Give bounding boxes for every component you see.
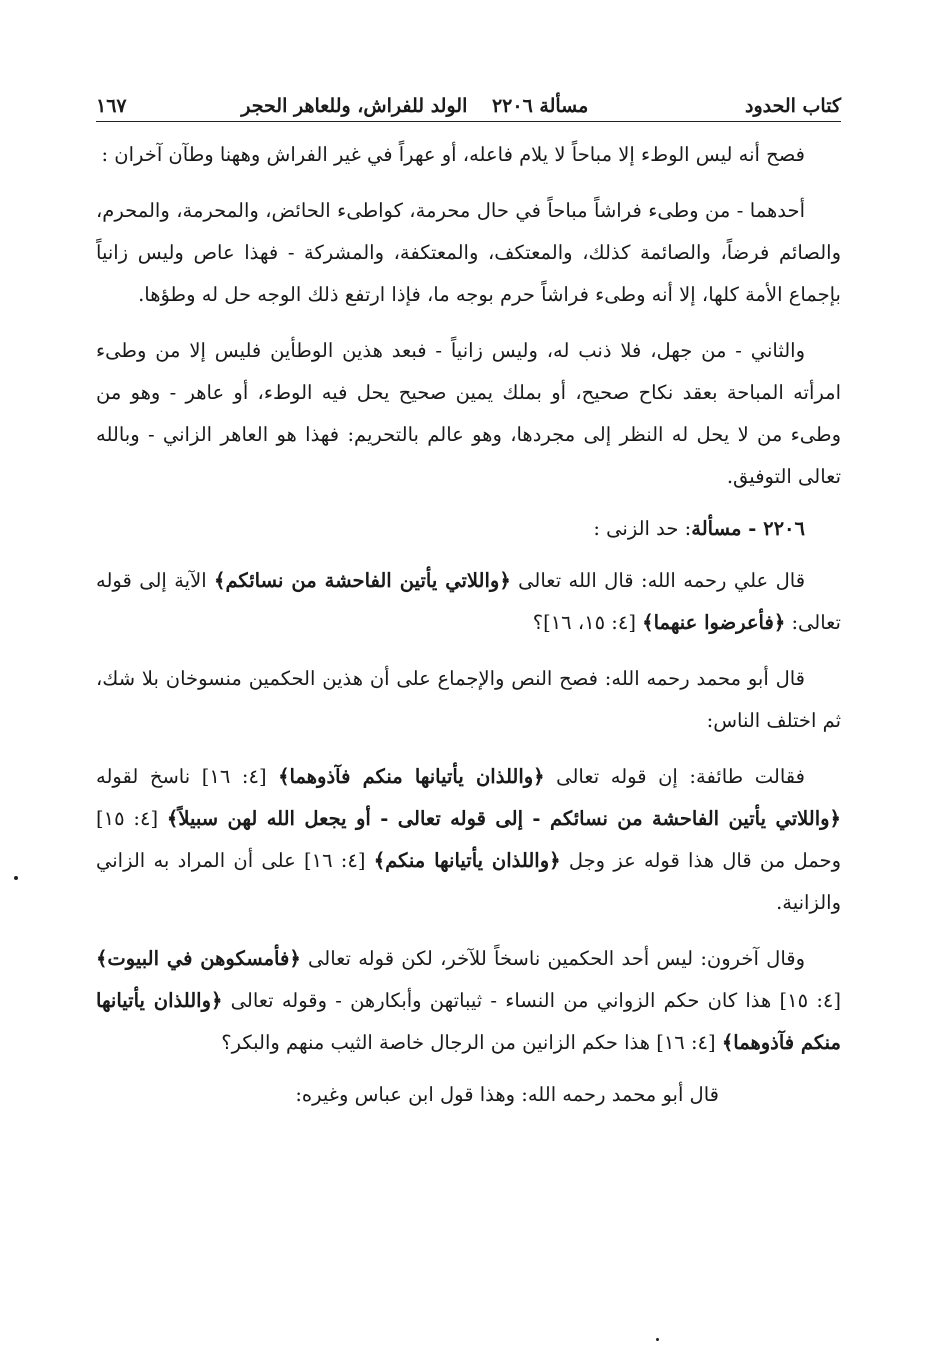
paragraph-2: أحدهما - من وطىء فراشاً مباحاً في حال محرمة، كواطىء الحائض، والمحرمة، والمحرم، والصائم فرضاً، والصائمة كذلك، والمعتكف، والمعتكفة، والمشركة - فهذا عاص وليس زانياً بإجماع الأمة كلها، إلا أنه وطىء فراشاً حرم بوجه ما، فإذا ارتفع ذلك الوجه حل له وطؤها. — [96, 199, 841, 306]
p4-text-a: قال علي رحمه الله: قال الله تعالى — [510, 569, 806, 592]
verse-reference: [٤: ١٥، ١٦]؟ — [532, 611, 643, 634]
p6-text-c: [٤: ١٦] ناسخ لقوله — [96, 765, 279, 788]
p7-text-a: وقال آخرون: ليس أحد الحكمين ناسخاً للآخر، لكن قوله تعالى — [300, 947, 806, 970]
paragraph-3: والثاني - من جهل، فلا ذنب له، وليس زانياً - فبعد هذين الوطأين فليس إلا من وطىء امرأته المباحة بعقد نكاح صحيح، أو بملك يمين صحيح يحل فيه الوطء، أو عاهر - وهو من وطىء من لا يحل له النظر إلى مجردها، وهو عالم بالتحريم: فهذا هو العاهر الزاني - وبالله تعالى التوفيق. — [96, 339, 841, 488]
quran-quote: ﴿واللاتي يأتين الفاحشة من نسائكم - إلى قوله تعالى - أو يجعل الله لهن سبيلاً﴾ — [166, 807, 841, 830]
scan-speck — [656, 1338, 659, 1341]
page-body — [96, 134, 841, 1116]
p6-text-a: فقالت طائفة: إن قوله تعالى — [544, 765, 805, 788]
issue-title: الولد للفراش، وللعاهر الحجر — [241, 95, 468, 117]
book-page — [96, 78, 841, 1348]
running-header — [96, 78, 841, 122]
book-title: كتاب الحدود — [744, 95, 841, 117]
p6-text-e: [٤: ١٥] وحمل من قال هذا قوله عز وجل — [96, 807, 841, 872]
p6-text-g: [٤: ١٦] على أن المراد به الزاني والزانية. — [96, 849, 841, 914]
page-number: ١٦٧ — [96, 95, 127, 117]
issue-number: مسألة ٢٢٠٦ — [491, 95, 589, 117]
paragraph-7 — [96, 938, 841, 1064]
quran-quote: ﴿واللذان يأتيانها منكم﴾ — [373, 849, 561, 872]
p4-text-c: الآية إلى قوله تعالى: — [96, 569, 841, 634]
quran-quote: ﴿واللذان يأتيانها منكم فآذوهما﴾ — [278, 765, 545, 788]
p7-text-c: [٤: ١٥] هذا كان حكم الزواني من النساء - ثيباتهن وأبكارهن - وقوله تعالى — [222, 989, 841, 1012]
paragraph-6 — [96, 756, 841, 924]
paragraph-1: فصح أنه ليس الوطء إلا مباحاً لا يلام فاعله، أو عهراً في غير الفراش وههنا وطآن آخران : — [101, 143, 805, 166]
p7-text-e: [٤: ١٦] هذا حكم الزانين من الرجال خاصة الثيب منهم والبكر؟ — [221, 1031, 722, 1054]
paragraph-4 — [96, 560, 841, 644]
paragraph-5: قال أبو محمد رحمه الله: فصح النص والإجماع على أن هذين الحكمين منسوخان بلا شك، ثم اختلف الناس: — [96, 667, 841, 732]
issue-heading-number: ٢٢٠٦ - مسألة — [691, 517, 805, 540]
issue-heading — [96, 508, 841, 550]
quran-quote: ﴿فأمسكوهن في البيوت﴾ — [96, 947, 301, 970]
issue-header — [127, 95, 745, 117]
quran-quote: ﴿واللاتي يأتين الفاحشة من نسائكم﴾ — [214, 569, 511, 592]
quran-quote: ﴿واللذان يأتيانها منكم فآذوهما﴾ — [96, 989, 841, 1054]
paragraph-8: قال أبو محمد رحمه الله: وهذا قول ابن عباس وغيره: — [295, 1083, 719, 1106]
issue-heading-text: : حد الزنى : — [593, 517, 692, 540]
quran-quote: ﴿فأعرضوا عنهما﴾ — [642, 611, 786, 634]
scan-speck — [14, 876, 18, 880]
